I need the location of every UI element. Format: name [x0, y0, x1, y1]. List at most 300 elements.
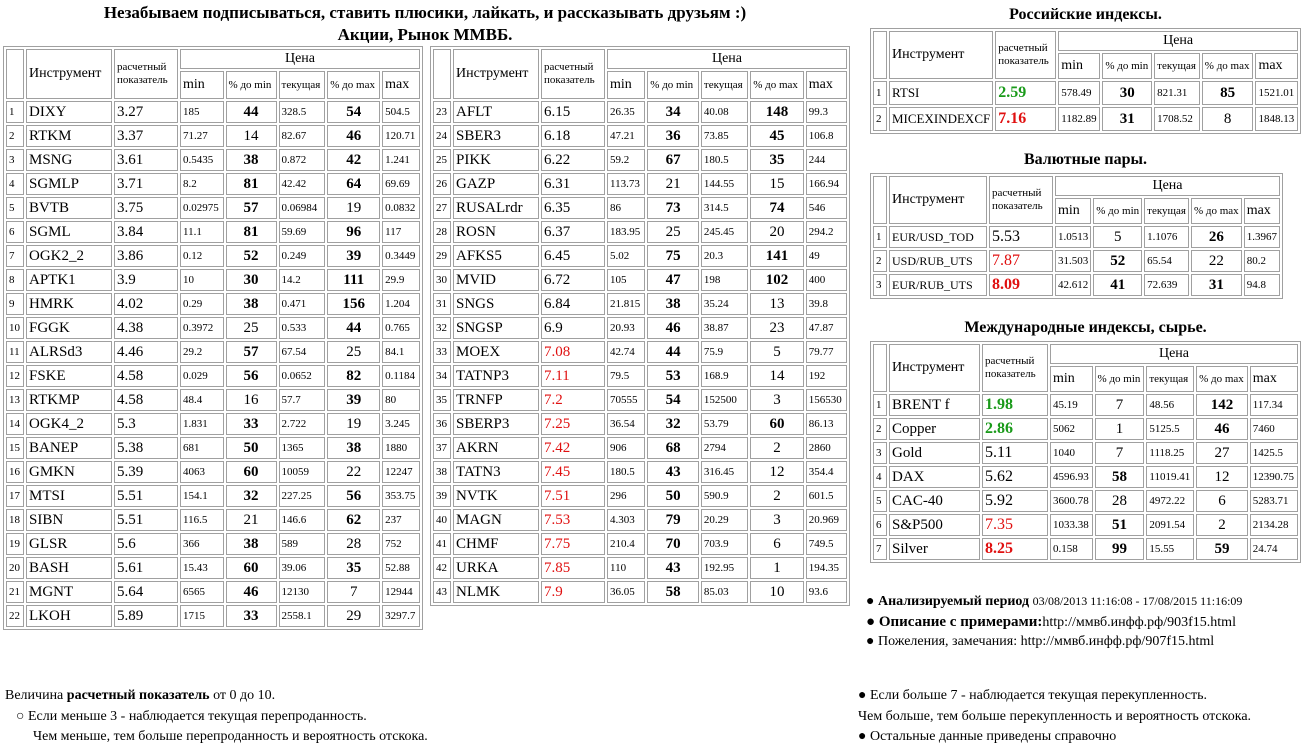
- min-value: 47.21: [607, 125, 645, 147]
- instrument-name: CHMF: [453, 533, 539, 555]
- row-number: 1: [6, 101, 24, 123]
- table-row: [6, 221, 420, 243]
- table-row: [433, 173, 847, 195]
- max-value: 39.8: [806, 293, 847, 315]
- min-value: 11.1: [180, 221, 224, 243]
- pct-to-max-header: % до max: [1196, 366, 1248, 392]
- row-number: 9: [6, 293, 24, 315]
- pct-to-max: 12: [1196, 466, 1248, 488]
- footer-l3: Чем меньше, тем больше перепроданность и вероятность отскока.: [33, 729, 428, 744]
- table-row: [433, 221, 847, 243]
- pct-to-min: 58: [1095, 466, 1145, 488]
- max-value: 354.4: [806, 461, 847, 483]
- row-number: 13: [6, 389, 24, 411]
- min-value: 185: [180, 101, 224, 123]
- pct-to-min: 50: [647, 485, 699, 507]
- pct-to-min: 75: [647, 245, 699, 267]
- instrument-name: Silver: [889, 538, 980, 560]
- pct-to-min: 52: [1093, 250, 1142, 272]
- pct-to-min: 54: [647, 389, 699, 411]
- row-number: 23: [433, 101, 451, 123]
- calc-value: 5.62: [982, 466, 1048, 488]
- current-value: 40.08: [701, 101, 748, 123]
- max-value: 120.71: [382, 125, 420, 147]
- table-row: [6, 197, 420, 219]
- row-number: 14: [6, 413, 24, 435]
- table-row: [433, 317, 847, 339]
- max-header: max: [382, 71, 420, 99]
- blank-header-cell: [6, 49, 24, 99]
- min-value: 1.831: [180, 413, 224, 435]
- min-value: 1182.89: [1058, 107, 1100, 131]
- instrument-name: MTSI: [26, 485, 112, 507]
- table-row: [873, 250, 1280, 272]
- current-value: 39.06: [279, 557, 326, 579]
- instrument-name: EUR/RUB_UTS: [889, 274, 987, 296]
- row-number: 6: [873, 514, 887, 536]
- pct-to-max: 19: [327, 413, 380, 435]
- pct-to-min: 14: [226, 125, 277, 147]
- min-header: min: [1055, 198, 1091, 224]
- current-value: 0.471: [279, 293, 326, 315]
- min-value: 21.815: [607, 293, 645, 315]
- row-number: 2: [873, 250, 887, 272]
- table-row: [433, 389, 847, 411]
- table-row: [6, 389, 420, 411]
- min-value: 42.612: [1055, 274, 1091, 296]
- row-number: 5: [873, 490, 887, 512]
- pct-to-min: 32: [226, 485, 277, 507]
- row-number: 1: [873, 226, 887, 248]
- max-value: 504.5: [382, 101, 420, 123]
- calc-value: 7.85: [541, 557, 605, 579]
- pct-to-max: 44: [327, 317, 380, 339]
- max-value: 1.241: [382, 149, 420, 171]
- row-number: 11: [6, 341, 24, 363]
- table-row: [873, 394, 1298, 416]
- row-number: 28: [433, 221, 451, 243]
- footer-l2: Если меньше 3 - наблюдается текущая перепроданность.: [27, 709, 367, 724]
- instrument-name: SBERP3: [453, 413, 539, 435]
- current-value: 72.639: [1144, 274, 1189, 296]
- row-number: 21: [6, 581, 24, 603]
- current-value: 35.24: [701, 293, 748, 315]
- pct-to-max: 29: [327, 605, 380, 627]
- pct-to-max: 2: [1196, 514, 1248, 536]
- max-value: 106.8: [806, 125, 847, 147]
- calc-value: 6.45: [541, 245, 605, 267]
- instrument-name: SGMLP: [26, 173, 112, 195]
- current-value: 227.25: [279, 485, 326, 507]
- pct-to-min: 44: [226, 101, 277, 123]
- min-value: 154.1: [180, 485, 224, 507]
- row-number: 16: [6, 461, 24, 483]
- pct-to-min: 30: [226, 269, 277, 291]
- current-value: 65.54: [1144, 250, 1189, 272]
- row-number: 4: [6, 173, 24, 195]
- min-value: 6565: [180, 581, 224, 603]
- calc-value: 4.58: [114, 365, 178, 387]
- max-value: 12390.75: [1250, 466, 1298, 488]
- row-number: 22: [6, 605, 24, 627]
- row-number: 6: [6, 221, 24, 243]
- period-value: 03/08/2013 11:16:08 - 17/08/2015 11:16:09: [1032, 594, 1243, 608]
- pct-to-min: 43: [647, 461, 699, 483]
- calc-value: 3.61: [114, 149, 178, 171]
- row-number: 26: [433, 173, 451, 195]
- current-value: 4972.22: [1146, 490, 1194, 512]
- pct-to-max: 96: [327, 221, 380, 243]
- table-row: [6, 245, 420, 267]
- current-value: 53.79: [701, 413, 748, 435]
- calc-value: 6.15: [541, 101, 605, 123]
- pct-to-max: 2: [750, 485, 804, 507]
- current-value: 192.95: [701, 557, 748, 579]
- calc-value: 5.64: [114, 581, 178, 603]
- max-value: 3297.7: [382, 605, 420, 627]
- pct-to-max-header: % до max: [327, 71, 380, 99]
- min-value: 15.43: [180, 557, 224, 579]
- calc-value: 7.9: [541, 581, 605, 603]
- row-number: 3: [873, 442, 887, 464]
- calc-value: 5.51: [114, 485, 178, 507]
- period-label: Анализируемый период: [877, 594, 1030, 609]
- calc-value: 7.35: [982, 514, 1048, 536]
- table-row: [873, 418, 1298, 440]
- calc-value: 3.75: [114, 197, 178, 219]
- max-value: 80: [382, 389, 420, 411]
- calc-value: 7.51: [541, 485, 605, 507]
- instrument-name: AFKS5: [453, 245, 539, 267]
- pct-to-min: 5: [1093, 226, 1142, 248]
- bullet-icon: ●: [866, 634, 875, 649]
- current-value: 146.6: [279, 509, 326, 531]
- row-number: 38: [433, 461, 451, 483]
- calc-value: 6.37: [541, 221, 605, 243]
- pct-to-max: 56: [327, 485, 380, 507]
- footer-l1b: расчетный показатель: [66, 688, 210, 703]
- calc-value: 3.71: [114, 173, 178, 195]
- current-value: 73.85: [701, 125, 748, 147]
- instrument-name: MOEX: [453, 341, 539, 363]
- pct-to-max: 35: [327, 557, 380, 579]
- instrument-header: Инструмент: [889, 344, 980, 392]
- max-header: max: [806, 71, 847, 99]
- pct-to-max: 23: [750, 317, 804, 339]
- row-number: 35: [433, 389, 451, 411]
- pct-to-min: 56: [226, 365, 277, 387]
- instrument-name: SNGS: [453, 293, 539, 315]
- row-number: 3: [873, 274, 887, 296]
- pct-to-min: 81: [226, 221, 277, 243]
- max-value: 1848.13: [1255, 107, 1298, 131]
- instrument-name: S&P500: [889, 514, 980, 536]
- current-value: 821.31: [1154, 81, 1200, 105]
- instrument-name: LKOH: [26, 605, 112, 627]
- current-value: 57.7: [279, 389, 326, 411]
- instrument-name: BASH: [26, 557, 112, 579]
- min-value: 1033.38: [1050, 514, 1093, 536]
- min-value: 5062: [1050, 418, 1093, 440]
- blank-header-cell: [873, 176, 887, 224]
- max-value: 0.765: [382, 317, 420, 339]
- current-value: 0.0652: [279, 365, 326, 387]
- description-link[interactable]: http://ммвб.инфф.рф/903f15.html: [1042, 615, 1236, 630]
- current-value: 180.5: [701, 149, 748, 171]
- table-row: [873, 538, 1298, 560]
- pct-to-min: 50: [226, 437, 277, 459]
- pct-to-min: 81: [226, 173, 277, 195]
- current-value: 10059: [279, 461, 326, 483]
- calc-header: расчетный показатель: [995, 31, 1056, 79]
- max-value: 52.88: [382, 557, 420, 579]
- current-value: 48.56: [1146, 394, 1194, 416]
- min-value: 4.303: [607, 509, 645, 531]
- current-value: 67.54: [279, 341, 326, 363]
- blank-header-cell: [873, 344, 887, 392]
- price-header: Цена: [180, 49, 420, 69]
- max-value: 117: [382, 221, 420, 243]
- row-number: 33: [433, 341, 451, 363]
- pct-to-max: 156: [327, 293, 380, 315]
- ru-indices-table: [870, 28, 1301, 134]
- instrument-name: PIKK: [453, 149, 539, 171]
- footer-line-1: [5, 688, 275, 704]
- table-row: [433, 149, 847, 171]
- pct-to-max-header: % до max: [1202, 53, 1254, 79]
- circle-bullet-icon: ○: [16, 709, 25, 724]
- row-number: 5: [6, 197, 24, 219]
- pct-to-min: 99: [1095, 538, 1145, 560]
- pct-to-max: 42: [327, 149, 380, 171]
- min-value: 1715: [180, 605, 224, 627]
- max-value: 7460: [1250, 418, 1298, 440]
- table-row: [433, 269, 847, 291]
- table-row: [6, 317, 420, 339]
- current-value: 20.29: [701, 509, 748, 531]
- min-value: 578.49: [1058, 81, 1100, 105]
- current-value: 59.69: [279, 221, 326, 243]
- current-header: текущая: [1154, 53, 1200, 79]
- calc-value: 4.58: [114, 389, 178, 411]
- instrument-name: SBER3: [453, 125, 539, 147]
- pct-to-min: 7: [1095, 394, 1145, 416]
- table-row: [433, 101, 847, 123]
- max-value: 166.94: [806, 173, 847, 195]
- instrument-name: NVTK: [453, 485, 539, 507]
- current-value: 590.9: [701, 485, 748, 507]
- calc-value: 3.37: [114, 125, 178, 147]
- min-value: 1.0513: [1055, 226, 1091, 248]
- min-value: 0.12: [180, 245, 224, 267]
- price-header: Цена: [1055, 176, 1280, 196]
- row-number: 15: [6, 437, 24, 459]
- current-value: 2794: [701, 437, 748, 459]
- footer-line-2: [16, 709, 367, 725]
- pct-to-max: 19: [327, 197, 380, 219]
- pct-to-min: 28: [1095, 490, 1145, 512]
- pct-to-max: 62: [327, 509, 380, 531]
- min-value: 36.05: [607, 581, 645, 603]
- fx-table: [870, 173, 1283, 299]
- table-row: [6, 485, 420, 507]
- pct-to-min: 30: [1102, 81, 1152, 105]
- max-value: 546: [806, 197, 847, 219]
- max-value: 12944: [382, 581, 420, 603]
- current-value: 589: [279, 533, 326, 555]
- table-row: [873, 81, 1298, 105]
- min-header: min: [180, 71, 224, 99]
- current-value: 1708.52: [1154, 107, 1200, 131]
- period-line: [866, 594, 1242, 610]
- current-value: 152500: [701, 389, 748, 411]
- instrument-name: RTSI: [889, 81, 993, 105]
- pct-to-min-header: % до min: [1095, 366, 1145, 392]
- pct-to-min: 25: [647, 221, 699, 243]
- min-value: 70555: [607, 389, 645, 411]
- instrument-name: MGNT: [26, 581, 112, 603]
- table-row: [873, 226, 1280, 248]
- bullet-icon: ●: [858, 729, 867, 744]
- fx-title: Валютные пары.: [1023, 151, 1148, 168]
- calc-header: расчетный показатель: [541, 49, 605, 99]
- current-value: 316.45: [701, 461, 748, 483]
- table-row: [6, 461, 420, 483]
- min-value: 3600.78: [1050, 490, 1093, 512]
- pct-to-max: 1: [750, 557, 804, 579]
- current-value: 82.67: [279, 125, 326, 147]
- price-header: Цена: [1058, 31, 1298, 51]
- pct-to-max: 10: [750, 581, 804, 603]
- calc-value: 4.02: [114, 293, 178, 315]
- current-value: 2558.1: [279, 605, 326, 627]
- pct-to-max: 74: [750, 197, 804, 219]
- row-number: 41: [433, 533, 451, 555]
- instrument-name: FSKE: [26, 365, 112, 387]
- table-row: [433, 341, 847, 363]
- pct-to-max: 31: [1191, 274, 1242, 296]
- notes-link[interactable]: http://ммвб.инфф.рф/907f15.html: [1020, 634, 1215, 649]
- instrument-name: ROSN: [453, 221, 539, 243]
- max-value: 84.1: [382, 341, 420, 363]
- calc-value: 7.42: [541, 437, 605, 459]
- table-row: [6, 149, 420, 171]
- pct-to-max: 8: [1202, 107, 1254, 131]
- calc-value: 7.87: [989, 250, 1053, 272]
- pct-to-min: 21: [647, 173, 699, 195]
- table-row: [6, 413, 420, 435]
- max-value: 192: [806, 365, 847, 387]
- max-value: 1880: [382, 437, 420, 459]
- row-number: 34: [433, 365, 451, 387]
- current-value: 1.1076: [1144, 226, 1189, 248]
- instrument-name: ALRSd3: [26, 341, 112, 363]
- row-number: 20: [6, 557, 24, 579]
- calc-value: 6.31: [541, 173, 605, 195]
- row-number: 12: [6, 365, 24, 387]
- current-header: текущая: [1144, 198, 1189, 224]
- current-value: 15.55: [1146, 538, 1194, 560]
- pct-to-max: 85: [1202, 81, 1254, 105]
- min-value: 31.503: [1055, 250, 1091, 272]
- row-number: 32: [433, 317, 451, 339]
- max-value: 86.13: [806, 413, 847, 435]
- calc-value: 3.84: [114, 221, 178, 243]
- instrument-name: SGML: [26, 221, 112, 243]
- row-number: 19: [6, 533, 24, 555]
- calc-value: 5.53: [989, 226, 1053, 248]
- pct-to-min: 7: [1095, 442, 1145, 464]
- min-value: 45.19: [1050, 394, 1093, 416]
- instrument-name: OGK4_2: [26, 413, 112, 435]
- pct-to-max-header: % до max: [1191, 198, 1242, 224]
- table-row: [433, 533, 847, 555]
- instrument-header: Инструмент: [453, 49, 539, 99]
- instrument-name: RTKM: [26, 125, 112, 147]
- max-value: 156530: [806, 389, 847, 411]
- min-value: 0.29: [180, 293, 224, 315]
- min-value: 36.54: [607, 413, 645, 435]
- instrument-name: FGGK: [26, 317, 112, 339]
- instrument-name: MVID: [453, 269, 539, 291]
- min-value: 366: [180, 533, 224, 555]
- row-number: 42: [433, 557, 451, 579]
- pct-to-max: 3: [750, 389, 804, 411]
- pct-to-min-header: % до min: [1102, 53, 1152, 79]
- pct-to-max: 15: [750, 173, 804, 195]
- pct-to-min: 47: [647, 269, 699, 291]
- current-value: 5125.5: [1146, 418, 1194, 440]
- pct-to-max: 102: [750, 269, 804, 291]
- min-header: min: [1050, 366, 1093, 392]
- footer-l1c: от 0 до 10.: [209, 688, 276, 703]
- pct-to-min: 25: [226, 317, 277, 339]
- calc-value: 6.9: [541, 317, 605, 339]
- instrument-name: RUSALrdr: [453, 197, 539, 219]
- table-row: [433, 557, 847, 579]
- current-value: 0.872: [279, 149, 326, 171]
- max-value: 49: [806, 245, 847, 267]
- row-number: 17: [6, 485, 24, 507]
- footer-r2: Чем больше, тем больше перекупленность и вероятность отскока.: [858, 709, 1252, 724]
- table-row: [6, 437, 420, 459]
- pct-to-max: 26: [1191, 226, 1242, 248]
- current-value: 20.3: [701, 245, 748, 267]
- calc-value: 5.61: [114, 557, 178, 579]
- pct-to-max: 12: [750, 461, 804, 483]
- description-label: Описание с примерами:: [878, 614, 1043, 630]
- pct-to-min: 41: [1093, 274, 1142, 296]
- current-value: 14.2: [279, 269, 326, 291]
- pct-to-max: 82: [327, 365, 380, 387]
- min-value: 42.74: [607, 341, 645, 363]
- pct-to-max: 46: [1196, 418, 1248, 440]
- max-value: 244: [806, 149, 847, 171]
- instrument-name: CAC-40: [889, 490, 980, 512]
- pct-to-min: 33: [226, 413, 277, 435]
- instrument-name: Gold: [889, 442, 980, 464]
- pct-to-max: 20: [750, 221, 804, 243]
- intl-table: [870, 341, 1301, 563]
- table-row: [6, 581, 420, 603]
- instrument-name: TRNFP: [453, 389, 539, 411]
- notes-line: [866, 634, 1214, 650]
- max-header: max: [1244, 198, 1280, 224]
- min-value: 5.02: [607, 245, 645, 267]
- row-number: 10: [6, 317, 24, 339]
- row-number: 24: [433, 125, 451, 147]
- footer-right-3: [858, 729, 1116, 745]
